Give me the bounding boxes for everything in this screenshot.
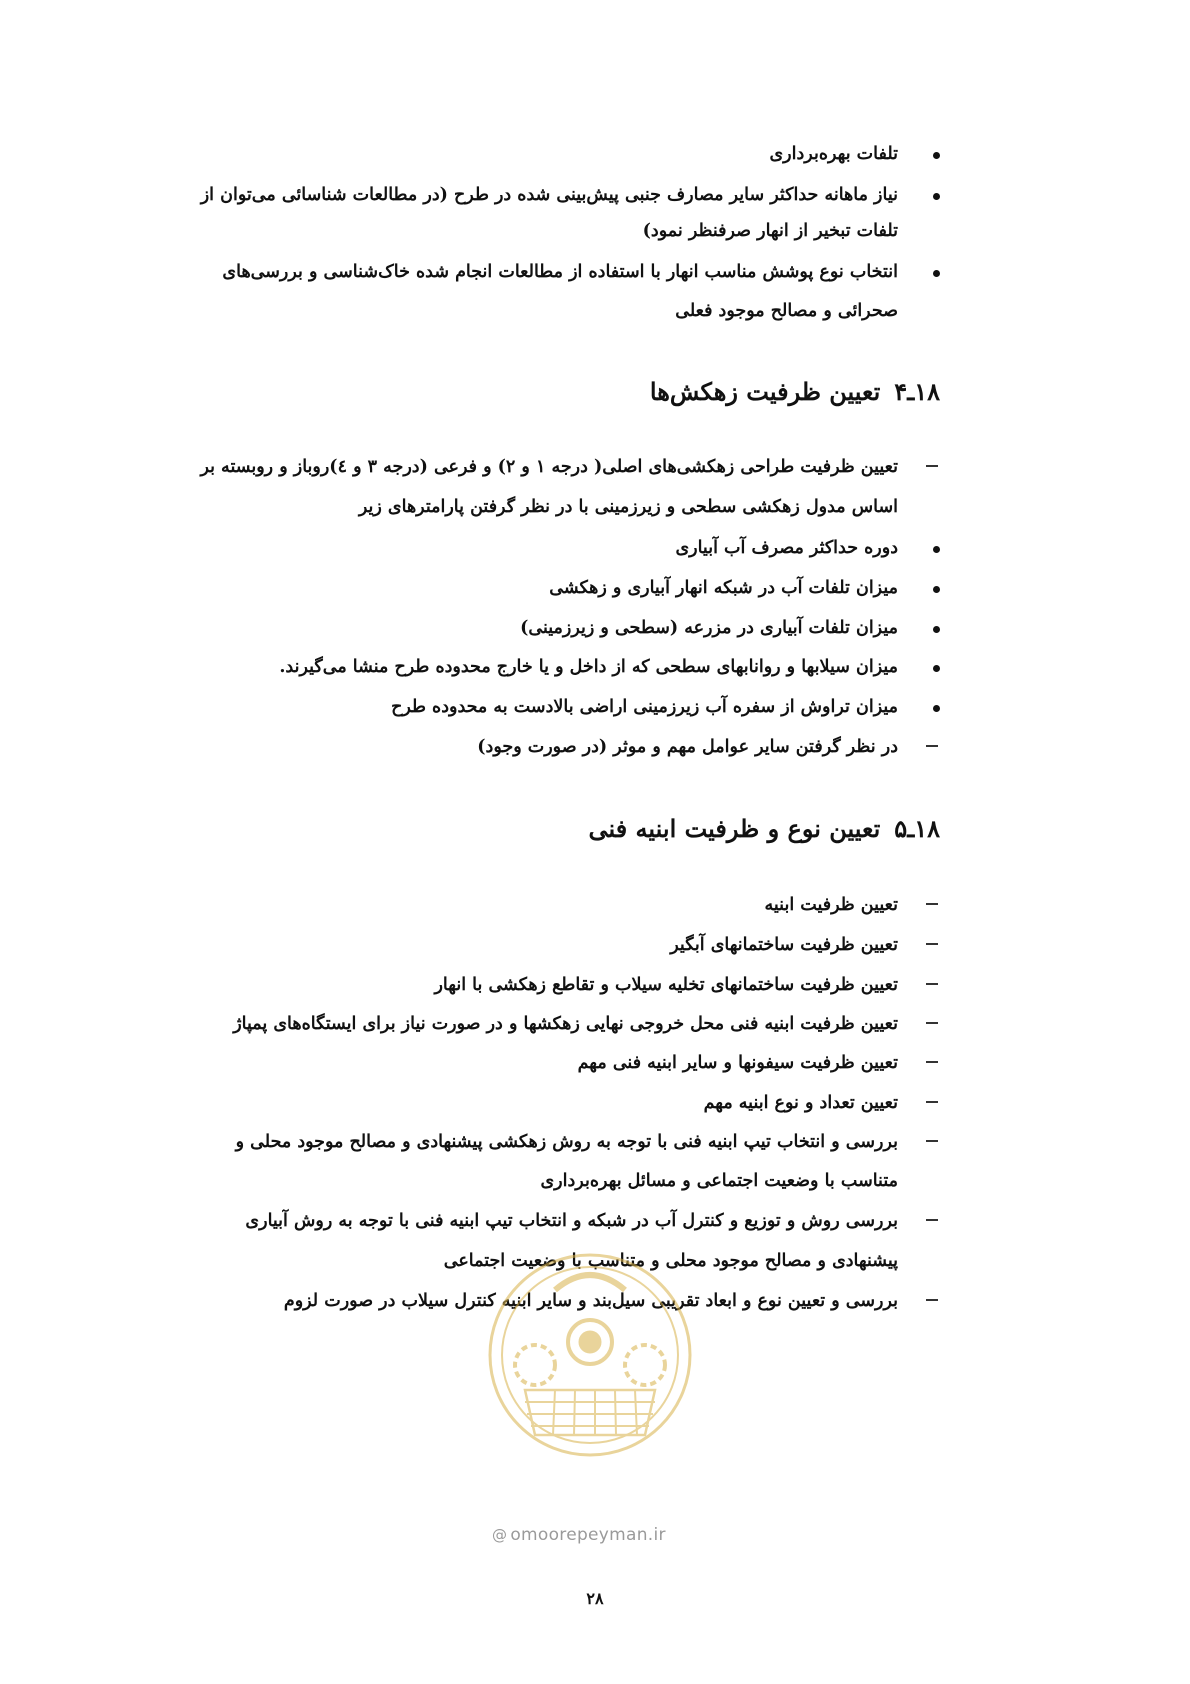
section-number: ۱۸ـ۵ <box>894 814 940 843</box>
list-item-text: تعیین ظرفیت ابنیه <box>764 895 898 915</box>
dash-marker <box>926 983 938 985</box>
bullet-dot <box>933 705 940 712</box>
section-heading <box>650 374 940 410</box>
list-item-text: بررسی و تعیین نوع و ابعاد تقریبی سیل‌بند و سایر ابنیه کنترل سیلاب در صورت لزوم <box>283 1291 898 1311</box>
bullet-dot <box>933 546 940 553</box>
dash-marker <box>926 1022 938 1024</box>
bullet-text: میزان تلفات آب در شبکه انهار آبیاری و زهکشی <box>549 578 898 598</box>
section-heading <box>588 811 940 847</box>
watermark-url: @ omoorepeyman.ir <box>492 1525 666 1545</box>
list-item-text-continued: پیشنهادی و مصالح موجود محلی و متناسب با وضعیت اجتماعی <box>443 1251 898 1271</box>
dash-marker <box>926 903 938 905</box>
dash-marker <box>926 465 938 467</box>
bullet-dot <box>933 665 940 672</box>
list-item-text: تعیین ظرفیت ابنیه فنی محل خروجی نهایی زهکشها و در صورت نیاز برای ایستگاه‌های پمپاژ <box>233 1014 898 1034</box>
bullet-dot <box>933 270 940 277</box>
bullet-text: میزان سیلابها و روانابهای سطحی که از داخل و یا خارج محدوده طرح منشا می‌گیرند. <box>279 657 898 677</box>
bullet-dot <box>933 152 940 159</box>
bullet-text: میزان تلفات آبیاری در مزرعه (سطحی و زیرزمینی) <box>520 618 898 638</box>
dash-marker <box>926 1101 938 1103</box>
list-item-text: بررسی و انتخاب تیپ ابنیه فنی با توجه به روش زهکشی پیشنهادی و مصالح موجود محلی و <box>235 1132 898 1152</box>
bullet-text-continued: صحرائی و مصالح موجود فعلی <box>675 301 898 321</box>
bullet-text-continued: تلفات تبخیر از انهار صرفنظر نمود) <box>642 221 898 241</box>
watermark-seal-icon <box>485 1250 695 1460</box>
list-item-text: تعیین ظرفیت سیفونها و سایر ابنیه فنی مهم <box>577 1053 898 1073</box>
dash-marker <box>926 745 938 747</box>
section-title: تعیین نوع و ظرفیت ابنیه فنی <box>588 814 881 843</box>
bullet-text: نیاز ماهانه حداکثر سایر مصارف جنبی پیش‌بینی شده در طرح (در مطالعات شناسائی می‌توان از <box>200 185 898 205</box>
section-title: تعیین ظرفیت زهکش‌ها <box>649 377 881 406</box>
list-item-text: تعیین ظرفیت ساختمانهای آبگیر <box>670 935 898 955</box>
bullet-dot <box>933 193 940 200</box>
intro-text: تعیین ظرفیت طراحی زهکشی‌های اصلی( درجه ۱ و ۲) و فرعی (درجه ۳ و ٤)روباز و روبسته بر <box>200 457 898 477</box>
closing-text: در نظر گرفتن سایر عوامل مهم و موثر (در صورت وجود) <box>477 737 898 757</box>
dash-marker <box>926 1140 938 1142</box>
section-number: ۱۸ـ۴ <box>894 377 940 406</box>
bullet-text: میزان تراوش از سفره آب زیرزمینی اراضی بالادست به محدوده طرح <box>391 697 898 717</box>
at-icon: @ <box>492 1526 508 1544</box>
intro-text-continued: اساس مدول زهکشی سطحی و زیرزمینی با در نظر گرفتن پارامترهای زیر <box>358 497 898 517</box>
list-item-text: تعیین ظرفیت ساختمانهای تخلیه سیلاب و تقاطع زهکشی با انهار <box>434 975 898 995</box>
page-number: ۲۸ <box>586 1589 604 1608</box>
dash-marker <box>926 1299 938 1301</box>
bullet-text: دوره حداکثر مصرف آب آبیاری <box>675 538 898 558</box>
list-item-text: تعیین تعداد و نوع ابنیه مهم <box>703 1093 898 1113</box>
bullet-dot <box>933 586 940 593</box>
bullet-text: انتخاب نوع پوشش مناسب انهار با استفاده از مطالعات انجام شده خاک‌شناسی و بررسی‌های <box>222 262 898 282</box>
dash-marker <box>926 1219 938 1221</box>
list-item-text: بررسی روش و توزیع و کنترل آب در شبکه و انتخاب تیپ ابنیه فنی با توجه به روش آبیاری <box>245 1211 898 1231</box>
dash-marker <box>926 1061 938 1063</box>
list-item-text-continued: متناسب با وضعیت اجتماعی و مسائل بهره‌برداری <box>540 1171 898 1191</box>
bullet-text: تلفات بهره‌برداری <box>769 144 898 164</box>
dash-marker <box>926 943 938 945</box>
bullet-dot <box>933 626 940 633</box>
